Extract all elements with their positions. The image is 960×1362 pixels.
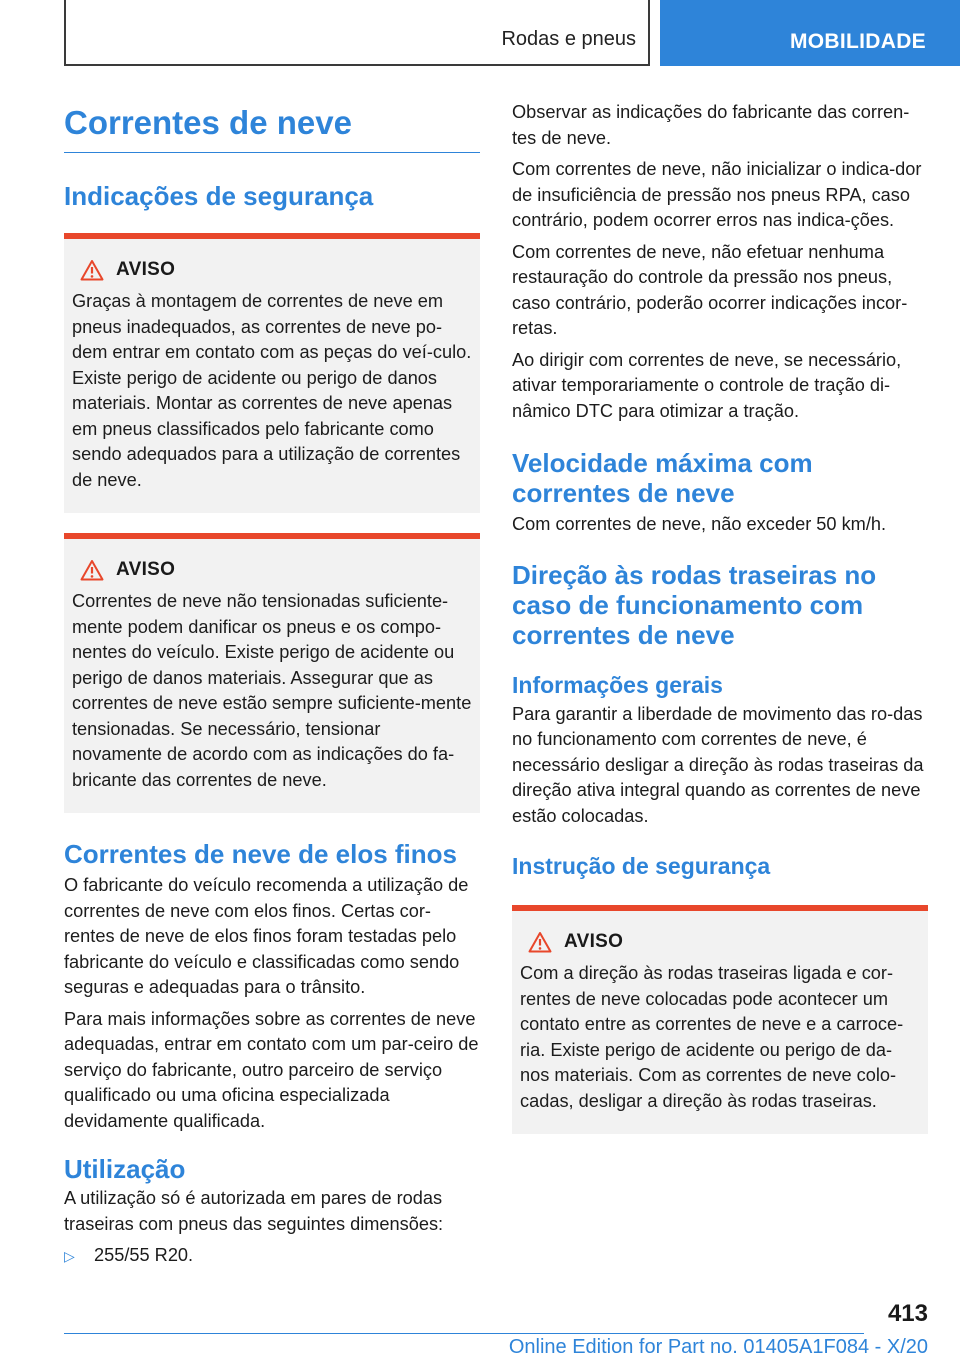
- list-item-text: 255/55 R20.: [94, 1245, 194, 1265]
- usage-paragraph: A utilização só é autorizada em pares de rodas traseiras com pneus das seguintes dimensões:: [64, 1188, 444, 1234]
- warning-triangle-icon: [80, 559, 104, 581]
- page-title: Correntes de neve: [64, 100, 480, 153]
- warning-label: AVISO: [116, 559, 176, 580]
- general-info-paragraph: Para garantir a liberdade de movimento das ro-das no funcionamento com correntes de neve, é necessário desligar a direção às rodas traseiras da direção ativa integral quando as correntes de neve estão colocadas.: [512, 703, 924, 826]
- right-paragraph-2: Com correntes de neve, não inicializar o indica-dor de insuficiência de pressão nos pneus RPA, caso contrário, podem ocorrer erros nas indica-ções.: [512, 159, 922, 230]
- max-speed-paragraph: Com correntes de neve, não exceder 50 km/h.: [512, 514, 887, 534]
- right-paragraph-1: Observar as indicações do fabricante das corren-tes de neve.: [512, 102, 910, 148]
- right-column: [512, 100, 928, 1134]
- header-chapter-title: MOBILIDADE: [790, 30, 926, 53]
- warning-triangle-icon: [528, 931, 552, 953]
- warning-head: [520, 927, 920, 957]
- page-number: 413: [887, 1300, 928, 1327]
- right-paragraph-4: Ao dirigir com correntes de neve, se necessário, ativar temporariamente o controle de tração di-nâmico DTC para otimizar a tração.: [512, 349, 902, 421]
- warning-head: [72, 555, 472, 585]
- warning-triangle-icon: [80, 259, 104, 281]
- warning-box-1: [64, 233, 480, 513]
- footer-edition: Online Edition for Part no. 01405A1F084 - X/20: [508, 1336, 928, 1358]
- warning-box-3: [512, 905, 928, 1134]
- warning-text: Graças à montagem de correntes de neve em pneus inadequados, as correntes de neve po-dem entrar em contato com as peças do veí-culo. Existe perigo de acidente ou perigo de danos materiais. Montar as correntes de neve apenas em pneus classificados pelo fabricante como sendo adequados para a utilização de correntes de neve.: [72, 291, 472, 490]
- left-column: [64, 100, 480, 1269]
- warning-text: Com a direção às rodas traseiras ligada e cor-rentes de neve colocadas pode acontecer um contato entre as correntes de neve e a carroce-ria. Existe perigo de acidente ou perigo de da-nos materiais. Com as correntes de neve colo-cadas, desligar a direção às rodas traseiras.: [520, 963, 904, 1111]
- safety-instruction-heading: Instrução de segurança: [512, 853, 771, 879]
- general-info-heading: Informações gerais: [512, 671, 723, 698]
- safety-heading: Indicações de segurança: [64, 181, 374, 211]
- bullet-triangle-icon: ▷: [64, 1248, 75, 1264]
- max-speed-heading: Velocidade máxima com correntes de neve: [512, 448, 813, 508]
- usage-heading: Utilização: [64, 1154, 186, 1184]
- warning-head: [72, 255, 472, 285]
- warning-label: AVISO: [116, 259, 176, 280]
- fine-chains-paragraph-1: O fabricante do veículo recomenda a utilização de correntes de neve com elos finos. Certas cor-rentes de neve de elos finos foram testadas pelo fabricante do veículo e classificadas como sendo seguras e adequadas para o trânsito.: [64, 875, 469, 997]
- fine-chains-heading: Correntes de neve de elos finos: [64, 839, 458, 869]
- warning-box-2: [64, 533, 480, 813]
- warning-text: Correntes de neve não tensionadas suficiente-mente podem danificar os pneus e os compo-nentes do veículo. Existe perigo de acidente ou perigo de danos materiais. Assegurar que as correntes de neve estão sempre suficiente-mente tensionadas. Se necessário, tensionar novamente de acordo com as indicações do fa-bricante das correntes de neve.: [72, 591, 472, 790]
- fine-chains-paragraph-2: Para mais informações sobre as correntes de neve adequadas, entrar em contato com um par-ceiro de serviço do fabricante, outro parceiro de serviço qualificado ou uma oficina especializada devidamente qualificada.: [64, 1008, 479, 1131]
- right-paragraph-3: Com correntes de neve, não efetuar nenhuma restauração do controle da pressão nos pneus, caso contrário, poderão ocorrer indicações incor-retas.: [512, 241, 908, 338]
- warning-label: AVISO: [564, 931, 624, 952]
- rear-steering-heading: Direção às rodas traseiras no caso de funcionamento com correntes de neve: [512, 559, 877, 650]
- list-item: [64, 1243, 480, 1269]
- header-section-title: Rodas e pneus: [501, 28, 636, 50]
- footer-divider: [64, 1333, 864, 1334]
